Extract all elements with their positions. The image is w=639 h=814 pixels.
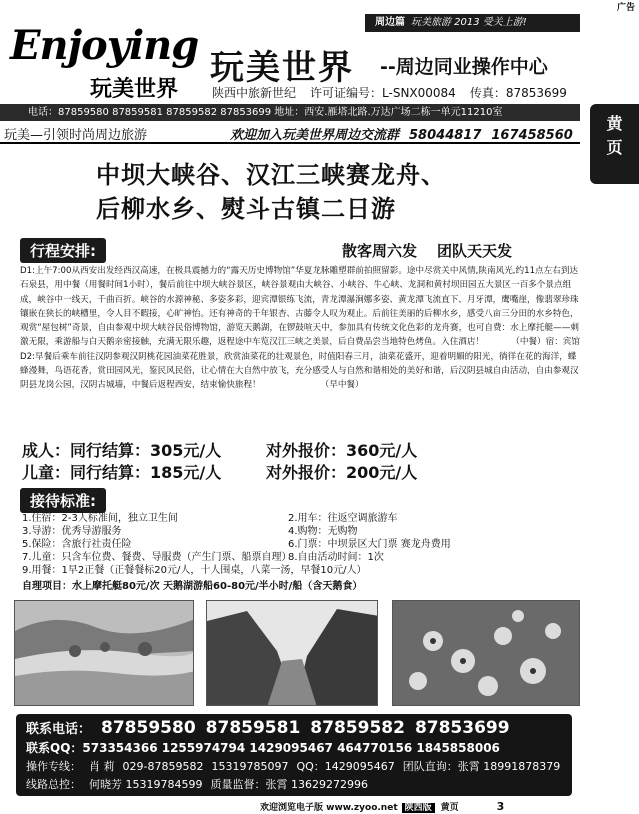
- strip-slogan: 玩美旅游 2013 受关上游!: [411, 17, 527, 28]
- contact-operations: [26, 758, 562, 774]
- qq-group-2: 167458560: [491, 128, 573, 143]
- slogan-right: [230, 124, 573, 143]
- departures: [342, 240, 532, 261]
- footer: [260, 800, 504, 813]
- qq-group-invite: 欢迎加入玩美世界周边交流群: [230, 128, 400, 143]
- itinerary-label: 行程安排:: [20, 238, 106, 263]
- contact-qq: [26, 739, 562, 756]
- departure-individual: 散客周六发: [342, 242, 418, 260]
- phone-number: 87859581: [205, 718, 301, 738]
- self-pay-items: 自理项目：水上摩托艇80元/次 天鹅湖游船60-80元/半小时/船（含天鹅食）: [22, 581, 363, 592]
- logo-script: Enjoying: [10, 22, 199, 69]
- side-tab-yellow-pages: [590, 104, 639, 184]
- phone-number: 87859582: [310, 718, 405, 738]
- phone-number: 87859580: [101, 718, 196, 738]
- photo-canyon: [206, 600, 378, 706]
- prices: [22, 440, 417, 484]
- day-1: [20, 264, 580, 350]
- footer-section: 黄页: [440, 803, 459, 813]
- ops-phone: 029-87859582: [122, 760, 204, 773]
- standard-item: 4.购物：无购物: [288, 526, 358, 537]
- side-tab-label: 黄页: [606, 114, 623, 157]
- standard-item: 3.导游：优秀导游服务: [22, 526, 122, 537]
- adult-quote-price: 对外报价：360元/人: [266, 441, 418, 460]
- license-number: 许可证编号：L-SNX00084: [310, 86, 456, 100]
- day-1-meals: （中餐）宿：宾馆: [511, 337, 580, 348]
- price-adult: [22, 440, 417, 462]
- departure-group: 团队天天发: [437, 242, 513, 260]
- child-net-price: 同行结算：185元/人: [70, 463, 222, 482]
- contact-strip: 电话：87859580 87859581 87859582 87853699 地址：西安.雁塔北路.万达广场二栋一单元11210室: [0, 104, 580, 121]
- phone-label: 联系电话：: [26, 722, 92, 737]
- price-child: [22, 462, 417, 484]
- footer-text: 欢迎浏览电子版 www.zyoo.net: [260, 803, 398, 813]
- adult-net-price: 同行结算：305元/人: [70, 441, 222, 460]
- contact-box: [16, 714, 572, 796]
- phone-number: 87853699: [414, 718, 510, 738]
- contact-phones: [26, 718, 562, 738]
- child-label: 儿童：: [22, 463, 71, 482]
- adult-label: 成人：: [22, 441, 71, 460]
- contact-route-control: [26, 776, 562, 792]
- qq-label: 联系QQ：: [26, 741, 83, 755]
- ad-tag: 广告: [616, 3, 635, 13]
- ops-label: 操作专线：: [26, 760, 81, 773]
- brand-tagline: --周边同业操作中心: [380, 56, 548, 78]
- standard-item: 9.用餐：1早2正餐（正餐餐标20元/人，十人围桌，八菜一汤，早餐10元/人）: [22, 565, 367, 576]
- child-quote-price: 对外报价：200元/人: [266, 463, 418, 482]
- footer-edition: 陕西版: [402, 803, 435, 813]
- standards-list: [22, 512, 582, 577]
- day-1-text: D1:上午7:00从西安出发经西汉高速，在极具震撼力的“露天历史博物馆”华夏龙脉雕塑群前拍照留影。途中尽赏关中风情,陕南风光,约11点左右到达石泉县，用中餐（用餐时间1小时），餐后前往中坝大峡谷景区，峡谷景观由大峡谷、小峡谷、牛心峡、龙洞和黄村坝田园五大景区一百多个景点组成，峡谷中一线天，千曲百折。峡谷的水源神秘、多姿多彩，迎宾潭银练飞流，青龙潭瀑涧娜多姿、黄龙潭飞流直下、月牙潭，鹰嘴崖，像翡翠珍珠镶嵌在狭长的峡槽里，令人目不暇接，心旷神怡。还有神奇的千年银杏、古藤令人叹为观止。后前往美丽的后柳水乡，感受八亩三分田的水乡特色，观赏“屋包树”奇景，自由参观中坝大峡谷民俗博物馆，游览天鹅湖，在锣鼓喧天中，参加具有传统文化色彩的龙舟赛，也可自费：水上摩托艇——刺激无限，乘游船与白天鹅亲密接触，充满无限乐趣，返程途中车览汉江三峡之美景，后自费品尝当地特色烤鱼。入住酒店！: [20, 266, 579, 348]
- route-contact: 何晓芳 15319784599: [89, 778, 203, 791]
- itinerary-text: [20, 264, 580, 393]
- route-label: 线路总控：: [26, 778, 81, 791]
- day-2: [20, 350, 580, 393]
- team-inquiry: 团队直询：张霄 18991878379: [402, 760, 561, 773]
- trip-title-line1: 中坝大峡谷、汉江三峡赛龙舟、: [96, 161, 446, 189]
- standard-item: 6.门票：中坝景区大门票 赛龙舟费用: [288, 539, 451, 550]
- logo: [10, 22, 200, 102]
- day-2-meals: （早中餐）: [320, 380, 364, 391]
- ops-name: 肖 莉: [89, 760, 115, 773]
- strip-title: 周边篇: [375, 17, 405, 28]
- logo-sub: 玩美世界: [90, 77, 179, 102]
- standards-label: 接待标准:: [20, 488, 106, 513]
- photo-strip: [14, 600, 580, 706]
- slogan-left: 玩美—引领时尚周边旅游: [4, 128, 148, 143]
- license-line: [212, 84, 567, 101]
- standards: [22, 512, 582, 593]
- standard-item: 5.保险：含旅行社责任险: [22, 539, 132, 550]
- quality-supervision: 质量监督：张霄 13629272996: [210, 778, 368, 791]
- trip-title-line2: 后柳水乡、熨斗古镇二日游: [96, 195, 396, 223]
- standard-item: 1.住宿：2-3人标准间，独立卫生间: [22, 513, 178, 524]
- photo-rapeseed-field: [14, 600, 194, 706]
- day-2-text: D2:早餐后乘车前往汉阴参观汉阴桃花园油菜花胜景，欣赏油菜花的壮观景色，时值阳春三月，油菜花盛开，迎着明媚的阳光，徜徉在花的海洋，蝶蜂漫舞，鸟语花香，赏田园风光，鉴民风民俗，让心情在大自然中放飞，充分感受人与自然和谐相处的美好和谐，后汉阴县城自由活动，自由参观汉阴县龙岗公园，汉阴古城墙，中餐后返程西安，结束愉快旅程！: [20, 351, 579, 391]
- standard-item: 2.用车：往返空调旅游车: [288, 513, 398, 524]
- top-strip: [365, 14, 580, 32]
- photo-flowers: [392, 600, 580, 706]
- license-company: 陕西中旅新世纪: [212, 86, 297, 100]
- standard-item: 7.儿童：只含车位费、餐费、导服费（产生门票、船票自理）: [22, 552, 292, 563]
- page-number: 3: [496, 800, 505, 813]
- qq-numbers: 573354366 1255974794 1429095467 464770156 1845858006: [82, 741, 500, 755]
- brand-title: 玩美世界: [210, 48, 354, 88]
- ops-mobile: 15319785097: [211, 760, 289, 773]
- slogan-row: [0, 122, 580, 144]
- standard-item: 8.自由活动时间：1次: [288, 552, 384, 563]
- ops-qq: QQ：1429095467: [296, 760, 395, 773]
- qq-group-1: 58044817: [409, 128, 482, 143]
- trip-title: [96, 158, 446, 226]
- fax-number: 传真：87853699: [469, 86, 567, 100]
